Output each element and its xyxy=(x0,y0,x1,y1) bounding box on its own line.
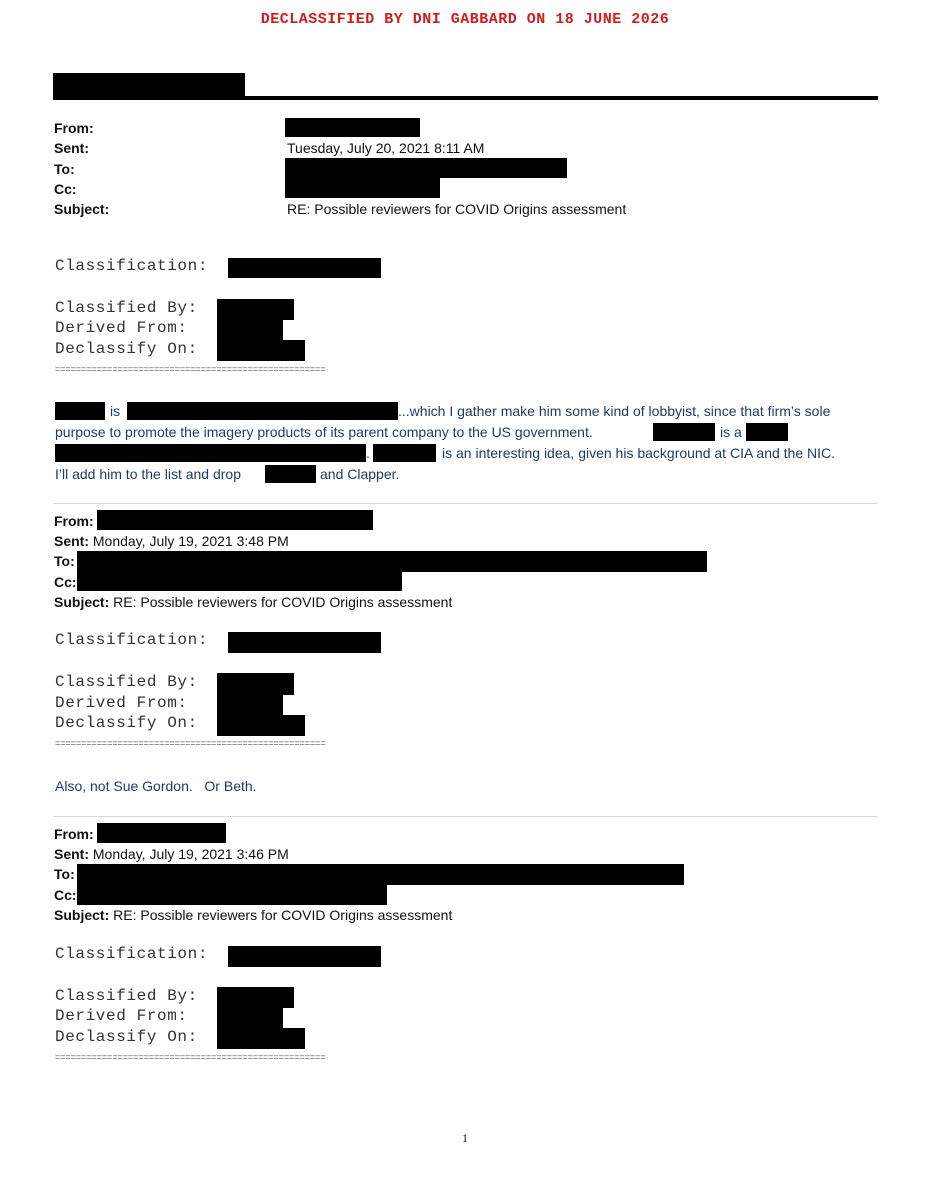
cc-label: Cc: xyxy=(54,887,77,903)
redaction-declassify-on xyxy=(217,1028,305,1049)
from-label: From: xyxy=(54,120,94,136)
sent-row xyxy=(54,531,289,551)
cc-label: Cc: xyxy=(54,181,77,197)
body-text: is xyxy=(110,403,121,419)
redaction-classification xyxy=(228,946,381,967)
declassification-banner: DECLASSIFIED BY DNI GABBARD ON 18 JUNE 2026 xyxy=(260,11,670,28)
redaction-cc xyxy=(77,571,402,591)
classification-label: Classification: xyxy=(55,257,209,275)
redaction-from xyxy=(97,823,226,843)
redaction-classified-by xyxy=(217,987,294,1008)
subject-label: Subject: xyxy=(54,201,110,217)
redaction-body xyxy=(55,444,366,462)
redaction-classification xyxy=(228,258,381,278)
redaction-to xyxy=(77,551,707,572)
body-text: is a xyxy=(720,424,742,440)
sent-value: Monday, July 19, 2021 3:48 PM xyxy=(92,533,289,549)
redaction-declassify-on xyxy=(217,715,305,736)
sent-value: Monday, July 19, 2021 3:46 PM xyxy=(92,846,289,862)
redaction-from xyxy=(285,118,420,137)
redaction-body xyxy=(55,402,105,420)
subject-value: RE: Possible reviewers for COVID Origins assessment xyxy=(287,201,627,217)
sent-row xyxy=(54,844,289,864)
subject-label: Subject: xyxy=(54,594,110,610)
subject-label: Subject: xyxy=(54,907,110,923)
redaction-declassify-on xyxy=(217,340,305,361)
redaction-sender-name xyxy=(53,73,245,98)
classified-by-label: Classified By: xyxy=(55,673,198,691)
derived-from-label: Derived From: xyxy=(55,1007,188,1025)
sent-value: Tuesday, July 20, 2021 8:11 AM xyxy=(287,140,485,156)
page-number: 1 xyxy=(462,1131,468,1145)
redaction-body xyxy=(127,402,398,420)
body-text: purpose to promote the imagery products of its parent company to the US government. xyxy=(55,424,593,440)
to-label: To: xyxy=(54,161,75,177)
from-label: From: xyxy=(54,826,94,842)
redaction-from xyxy=(97,510,373,530)
redaction-derived-from xyxy=(217,1007,283,1029)
body-text: is an interesting idea, given his background at CIA and the NIC. xyxy=(442,445,836,461)
body-text: and Clapper. xyxy=(320,466,400,482)
redaction-derived-from xyxy=(217,694,283,716)
redaction-cc xyxy=(77,884,387,905)
body-text: . xyxy=(366,445,370,461)
separator-line: ==================================================== xyxy=(55,1053,326,1063)
to-label: To: xyxy=(54,866,75,882)
subject-value: RE: Possible reviewers for COVID Origins assessment xyxy=(113,907,453,923)
subject-row xyxy=(54,592,452,612)
derived-from-label: Derived From: xyxy=(55,319,188,337)
sent-label: Sent: xyxy=(54,140,89,156)
separator-line: ==================================================== xyxy=(55,365,326,375)
classified-by-label: Classified By: xyxy=(55,987,198,1005)
redaction-to xyxy=(77,864,684,885)
divider xyxy=(53,503,877,504)
from-label: From: xyxy=(54,513,94,529)
redaction-to xyxy=(285,158,567,178)
divider xyxy=(53,816,877,817)
body-text: ...which I gather make him some kind of lobbyist, since that firm’s sole xyxy=(398,403,831,419)
subject-row xyxy=(54,905,452,925)
derived-from-label: Derived From: xyxy=(55,694,188,712)
redaction-body xyxy=(746,423,788,441)
sent-label: Sent: xyxy=(54,846,89,862)
cc-label: Cc: xyxy=(54,574,77,590)
redaction-classified-by xyxy=(217,673,294,695)
redaction-classified-by xyxy=(217,299,294,320)
redaction-derived-from xyxy=(217,319,283,341)
classification-label: Classification: xyxy=(55,631,209,649)
classified-by-label: Classified By: xyxy=(55,299,198,317)
header-rule xyxy=(53,96,878,100)
redaction-cc xyxy=(285,178,440,198)
classification-label: Classification: xyxy=(55,945,209,963)
subject-value: RE: Possible reviewers for COVID Origins assessment xyxy=(113,594,453,610)
declassify-on-label: Declassify On: xyxy=(55,340,198,358)
redaction-classification xyxy=(228,632,381,653)
redaction-body xyxy=(653,423,715,441)
body-text: I’ll add him to the list and drop xyxy=(55,466,241,482)
redaction-body xyxy=(373,444,436,462)
declassify-on-label: Declassify On: xyxy=(55,1028,198,1046)
declassify-on-label: Declassify On: xyxy=(55,714,198,732)
separator-line: ==================================================== xyxy=(55,739,326,749)
to-label: To: xyxy=(54,553,75,569)
sent-label: Sent: xyxy=(54,533,89,549)
redaction-body xyxy=(265,465,316,483)
body-text: Also, not Sue Gordon. Or Beth. xyxy=(55,778,257,794)
